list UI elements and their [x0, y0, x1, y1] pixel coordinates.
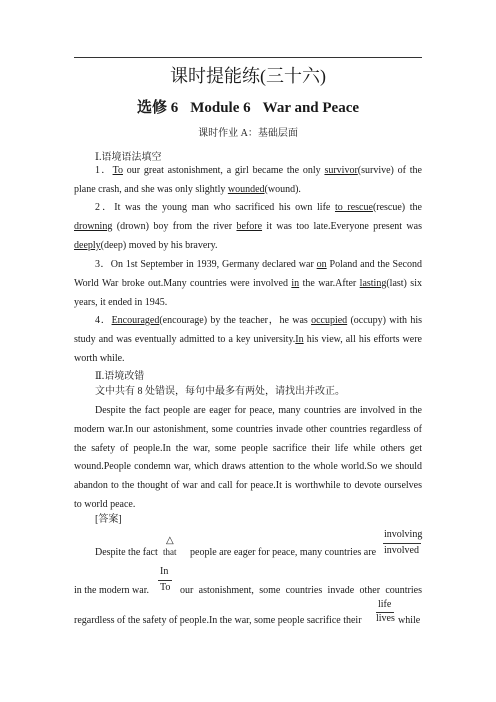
answer-line-3a: regardless of the safety of people.In the war, some people sacrifice their — [74, 615, 362, 626]
original-lives: lives — [376, 613, 395, 624]
original-to: To — [160, 582, 171, 593]
original-involved: involved — [384, 545, 419, 556]
insert-caret: △ — [166, 535, 174, 546]
insert-word-that: that — [163, 547, 177, 557]
module-name: War and Peace — [262, 100, 360, 116]
module-number: Module 6 — [190, 100, 251, 116]
level-label: 课时作业 A：基础层面 — [198, 128, 298, 139]
top-rule — [74, 57, 422, 58]
module-book: 选修 6 — [136, 100, 179, 116]
correction-involving: involving — [384, 529, 423, 540]
answer-line-2b: our astonishment, some countries invade other countries — [180, 585, 422, 596]
question-3: 3．On 1st September in 1939, Germany declared war on Poland and the Second World War broke out.Many countries were involved in the war.After lasting(last) six years, it ended in 1945. — [74, 259, 422, 308]
correction-line-2 — [158, 580, 172, 581]
passage: Despite the fact people are eager for peace, many countries are involved in the modern war.In our astonishment, some countries invade other countries regardless of the safety of people.In the war, some people sacrifice their life while others get wound.People condemn war, which draws attention to the whole world.So we should abandon to the thought of war and call for peace.It is worthwhile to devote ourselves to world peace. — [74, 405, 422, 510]
page-title: 课时提能练(三十六) — [170, 66, 326, 86]
answer-line-1b: people are eager for peace, many countries are — [190, 547, 377, 558]
section2-heading: Ⅱ.语境改错 — [95, 371, 145, 382]
correction-life: life — [378, 599, 392, 610]
correction-line-1 — [383, 543, 421, 544]
section1-heading: Ⅰ.语境语法填空 — [95, 152, 162, 163]
answer-line-3b: while — [398, 615, 421, 626]
question-2: 2．It was the young man who sacrificed his own life to rescue(rescue) the drowning (drown) boy from the river before it was too late.Everyone present was deeply(deep) moved by his bravery. — [74, 202, 422, 251]
answer-line-1a: Despite the fact — [95, 547, 158, 558]
question-4: 4．Encouraged(encourage) by the teacher，he was occupied (occupy) with his study and was eventually admitted to a key university.In his view, all his efforts were worth while. — [74, 315, 422, 364]
answer-label: [答案] — [95, 514, 122, 525]
question-1: 1．To our great astonishment, a girl became the only survivor(survive) of the plane crash, and she was only slightly wounded(wound). — [74, 165, 422, 195]
section2-instruction: 文中共有 8 处错误，每句中最多有两处，请找出并改正。 — [95, 386, 345, 397]
correction-in: In — [160, 566, 169, 577]
answer-line-2a: in the modern war. — [74, 585, 149, 596]
module-title — [0, 96, 496, 117]
